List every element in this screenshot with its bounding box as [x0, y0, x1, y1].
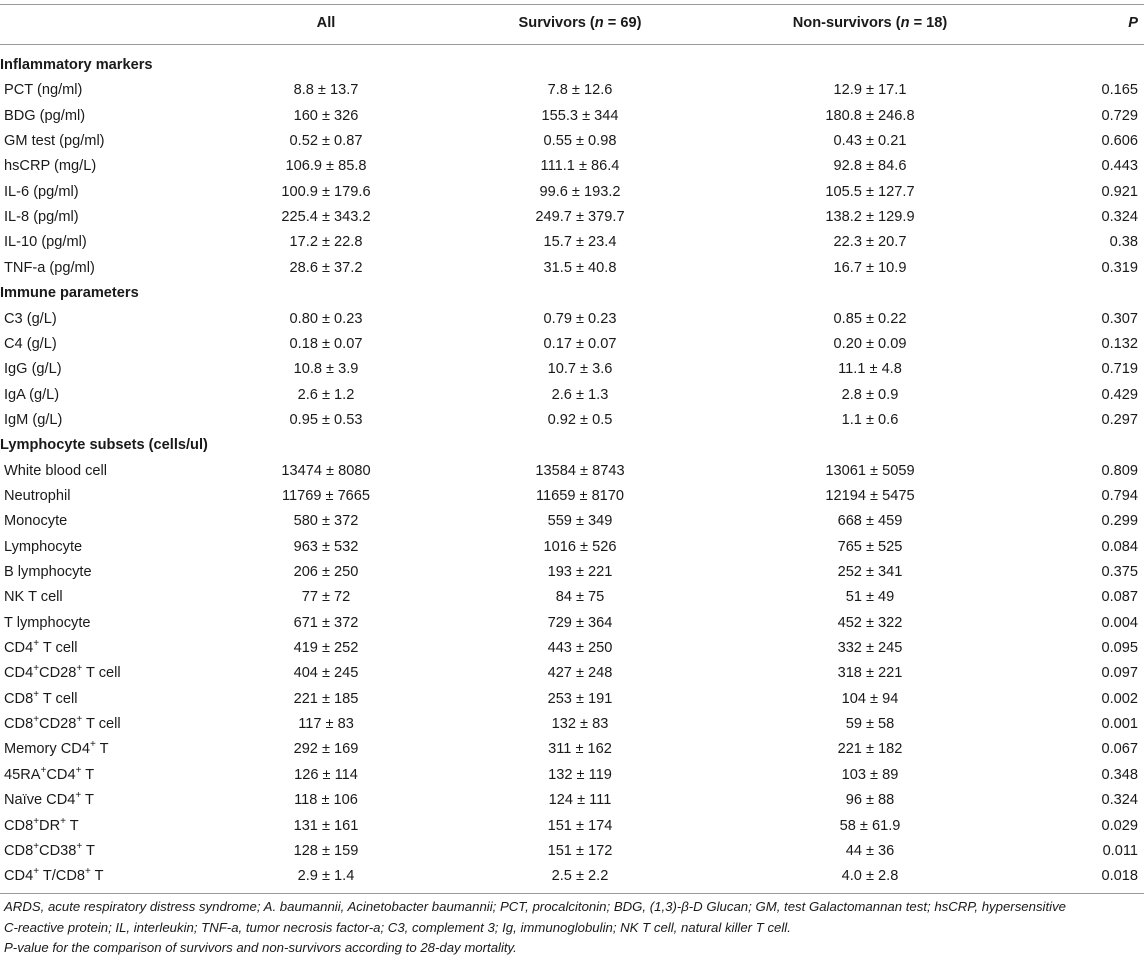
row-label: Neutrophil	[4, 487, 71, 504]
cell-survivors: 99.6 ± 193.2	[539, 183, 621, 200]
cell-nonsurvivors: 44 ± 36	[845, 842, 895, 859]
cell-p-value: 0.794	[1101, 487, 1138, 504]
cell-all: 206 ± 250	[293, 564, 359, 580]
cell-survivors: 729 ± 364	[547, 614, 613, 631]
label-part: CD8	[4, 842, 34, 859]
row-label: IgM (g/L)	[4, 411, 63, 428]
cell-all: 128 ± 159	[293, 842, 359, 859]
superscript-plus: +	[89, 739, 96, 751]
cell-nonsurvivors: 0.43 ± 0.21	[833, 133, 907, 150]
cell-nonsurvivors: 103 ± 89	[841, 766, 899, 783]
cell-survivors: 11659 ± 8170	[535, 487, 625, 504]
cell-nonsurvivors: 22.3 ± 20.7	[833, 234, 907, 251]
label-part: T cell	[82, 716, 121, 733]
superscript-plus: +	[33, 840, 40, 852]
cell-nonsurvivors: 13061 ± 5059	[825, 462, 915, 479]
cell-all: 131 ± 161	[293, 817, 359, 834]
section-heading: Immune parameters	[0, 285, 139, 302]
label-part: T	[82, 842, 95, 859]
cell-p-value: 0.921	[1101, 183, 1138, 200]
cell-p-value: 0.029	[1101, 817, 1138, 834]
label-part: T cell	[82, 665, 121, 682]
row-label: Lymphocyte	[4, 538, 83, 555]
label-part: CD4	[4, 665, 34, 682]
cell-p-value: 0.38	[1109, 234, 1138, 251]
cell-p-value: 0.606	[1101, 133, 1138, 150]
table-row	[0, 763, 1144, 788]
table-row	[0, 129, 1144, 154]
cell-all: 0.52 ± 0.87	[289, 133, 363, 150]
bottom-rule	[0, 893, 1144, 894]
cell-p-value: 0.165	[1101, 82, 1138, 99]
table-row	[0, 661, 1144, 686]
table-row	[0, 712, 1144, 737]
cell-survivors: 253 ± 191	[547, 690, 613, 707]
row-label: Monocyte	[4, 513, 68, 530]
row-label: B lymphocyte	[4, 564, 92, 580]
row-label: hsCRP (mg/L)	[4, 158, 97, 175]
cell-p-value: 0.132	[1101, 335, 1138, 352]
cell-survivors: 84 ± 75	[555, 589, 605, 606]
cell-survivors: 2.6 ± 1.3	[551, 386, 609, 403]
table-row	[0, 814, 1144, 839]
table-row	[0, 560, 1144, 585]
cell-all: 2.9 ± 1.4	[297, 868, 355, 885]
cell-all: 292 ± 169	[293, 741, 359, 758]
cell-p-value: 0.307	[1101, 310, 1138, 327]
superscript-plus: +	[75, 764, 82, 776]
cell-p-value: 0.084	[1101, 538, 1138, 555]
cell-survivors: 124 ± 111	[548, 792, 612, 809]
cell-survivors: 0.17 ± 0.07	[543, 335, 617, 352]
row-label: IgG (g/L)	[4, 361, 62, 378]
cell-all: 221 ± 185	[293, 690, 359, 707]
label-part: CD38	[39, 842, 77, 859]
col-survivors-header: Survivors (n = 69)	[518, 15, 642, 31]
cell-all: 2.6 ± 1.2	[297, 386, 355, 403]
cell-all: 106.9 ± 85.8	[285, 158, 367, 175]
cell-nonsurvivors: 59 ± 58	[845, 716, 895, 733]
superscript-plus: +	[60, 815, 66, 827]
row-label: NK T cell	[4, 589, 63, 606]
cell-survivors: 2.5 ± 2.2	[551, 868, 609, 885]
table-row	[0, 687, 1144, 712]
label-part: DR	[39, 817, 61, 834]
table-row	[0, 611, 1144, 636]
cell-all: 225.4 ± 343.2	[281, 209, 371, 226]
col-all-header: All	[316, 15, 336, 31]
table-row	[0, 307, 1144, 332]
table-row	[0, 737, 1144, 762]
row-label	[4, 839, 95, 864]
superscript-plus: +	[33, 815, 40, 827]
cell-p-value: 0.375	[1101, 564, 1138, 580]
row-label: TNF-a (pg/ml)	[4, 259, 95, 276]
row-label: White blood cell	[4, 462, 108, 479]
cell-survivors: 193 ± 221	[547, 564, 613, 580]
cell-survivors: 7.8 ± 12.6	[547, 82, 613, 99]
section-heading: Inflammatory markers	[0, 57, 153, 73]
superscript-plus: +	[85, 866, 91, 878]
row-label	[4, 763, 94, 788]
cell-nonsurvivors: 11.1 ± 4.8	[838, 361, 902, 378]
label-part: Naïve CD4	[4, 792, 76, 809]
label-part: T cell	[39, 640, 78, 657]
cell-nonsurvivors: 4.0 ± 2.8	[841, 868, 899, 885]
cell-nonsurvivors: 16.7 ± 10.9	[833, 259, 907, 276]
cell-nonsurvivors: 0.20 ± 0.09	[833, 335, 907, 352]
row-label: IgA (g/L)	[4, 386, 60, 403]
cell-nonsurvivors: 2.8 ± 0.9	[841, 386, 899, 403]
label-part: CD8	[4, 690, 34, 707]
label-part: CD4	[4, 640, 34, 657]
cell-all: 0.18 ± 0.07	[289, 335, 363, 352]
cell-nonsurvivors: 221 ± 182	[837, 741, 903, 758]
row-label	[4, 864, 104, 889]
cell-all: 117 ± 83	[298, 716, 354, 733]
superscript-plus: +	[76, 840, 83, 852]
row-label: PCT (ng/ml)	[4, 82, 83, 99]
cell-p-value: 0.018	[1101, 868, 1138, 885]
table-row	[0, 180, 1144, 205]
cell-p-value: 0.087	[1101, 589, 1138, 606]
cell-nonsurvivors: 668 ± 459	[837, 513, 903, 530]
superscript-plus: +	[76, 714, 83, 726]
cell-survivors: 15.7 ± 23.4	[543, 234, 617, 251]
label-part: CD28	[39, 665, 77, 682]
col-p-header: P	[1128, 15, 1138, 31]
cell-survivors: 559 ± 349	[547, 513, 613, 530]
footnote-abbreviations	[4, 897, 1140, 959]
cell-p-value: 0.067	[1101, 741, 1138, 758]
row-label: BDG (pg/ml)	[4, 107, 86, 124]
cell-nonsurvivors: 252 ± 341	[837, 564, 903, 580]
cell-survivors: 0.92 ± 0.5	[547, 411, 613, 428]
label-part: CD8	[4, 716, 34, 733]
cell-all: 963 ± 532	[293, 538, 359, 555]
row-label: GM test (pg/ml)	[4, 133, 105, 150]
row-label: IL-10 (pg/ml)	[4, 234, 87, 251]
cell-nonsurvivors: 92.8 ± 84.6	[833, 158, 907, 175]
cell-survivors: 13584 ± 8743	[535, 462, 625, 479]
cell-survivors: 0.55 ± 0.98	[543, 133, 617, 150]
row-label	[4, 712, 121, 737]
label-part: T/CD8	[39, 868, 86, 885]
table-row	[0, 256, 1144, 281]
cell-nonsurvivors: 180.8 ± 246.8	[825, 107, 915, 124]
row-label	[4, 788, 94, 813]
superscript-plus: +	[33, 866, 40, 878]
label-part: T	[81, 766, 95, 783]
cell-all: 28.6 ± 37.2	[289, 259, 363, 276]
cell-survivors: 151 ± 172	[547, 842, 613, 859]
cell-p-value: 0.729	[1101, 107, 1138, 124]
row-label	[4, 687, 77, 712]
table-row	[0, 78, 1144, 103]
cell-all: 580 ± 372	[293, 513, 359, 530]
cell-all: 17.2 ± 22.8	[289, 234, 363, 251]
cell-all: 160 ± 326	[293, 107, 359, 124]
cell-p-value: 0.004	[1101, 614, 1138, 631]
cell-nonsurvivors: 105.5 ± 127.7	[825, 183, 915, 200]
table-row	[0, 788, 1144, 813]
cell-all: 11769 ± 7665	[281, 487, 371, 504]
cell-all: 118 ± 106	[294, 792, 358, 809]
cell-p-value: 0.324	[1101, 209, 1138, 226]
cell-nonsurvivors: 452 ± 322	[837, 614, 903, 631]
cell-all: 419 ± 252	[293, 640, 359, 657]
row-label	[4, 636, 77, 661]
cell-p-value: 0.002	[1101, 690, 1138, 707]
row-label: T lymphocyte	[4, 614, 91, 631]
cell-p-value: 0.095	[1101, 640, 1138, 657]
cell-all: 100.9 ± 179.6	[281, 183, 371, 200]
cell-survivors: 132 ± 119	[548, 766, 612, 783]
cell-nonsurvivors: 318 ± 221	[837, 665, 903, 682]
cell-all: 77 ± 72	[301, 589, 351, 606]
cell-survivors: 0.79 ± 0.23	[543, 310, 617, 327]
table-row	[0, 509, 1144, 534]
cell-nonsurvivors: 138.2 ± 129.9	[825, 209, 915, 226]
section-heading: Lymphocyte subsets (cells/ul)	[0, 437, 208, 454]
table-header	[0, 11, 1144, 36]
cell-nonsurvivors: 1.1 ± 0.6	[841, 411, 899, 428]
cell-survivors: 151 ± 174	[547, 817, 613, 834]
cell-survivors: 1016 ± 526	[543, 538, 617, 555]
cell-all: 671 ± 372	[293, 614, 359, 631]
superscript-plus: +	[33, 638, 40, 650]
table-row	[0, 408, 1144, 433]
cell-p-value: 0.809	[1101, 462, 1138, 479]
row-label: C3 (g/L)	[4, 310, 57, 327]
label-part: CD4	[4, 868, 34, 885]
row-label	[4, 661, 121, 686]
table-row	[0, 205, 1144, 230]
cell-p-value: 0.348	[1101, 766, 1138, 783]
header-rule	[0, 44, 1144, 45]
cell-survivors: 427 ± 248	[547, 665, 613, 682]
cell-nonsurvivors: 332 ± 245	[837, 640, 903, 657]
superscript-plus: +	[75, 790, 82, 802]
cell-all: 404 ± 245	[293, 665, 359, 682]
label-part: CD8	[4, 817, 34, 834]
cell-survivors: 132 ± 83	[551, 716, 609, 733]
cell-p-value: 0.719	[1101, 361, 1138, 378]
cell-p-value: 0.299	[1101, 513, 1138, 530]
row-label	[4, 737, 109, 762]
cell-all: 0.95 ± 0.53	[289, 411, 363, 428]
cell-p-value: 0.011	[1102, 842, 1138, 859]
label-part: 45RA	[4, 766, 41, 783]
label-part: T	[90, 868, 104, 885]
table-row	[0, 535, 1144, 560]
cell-p-value: 0.429	[1101, 386, 1138, 403]
label-part: T	[81, 792, 94, 809]
cell-nonsurvivors: 58 ± 61.9	[839, 817, 901, 834]
footnote-line: ARDS, acute respiratory distress syndrome; A. baumannii, Acinetobacter baumannii; PCT, procalcitonin; BDG, (1,3)-β-D Glucan; GM, test Galactomannan test; hsCRP, hypersensitive	[4, 899, 1067, 914]
table-row	[0, 484, 1144, 509]
table-row	[0, 636, 1144, 661]
table-row	[0, 585, 1144, 610]
table-row	[0, 332, 1144, 357]
cell-nonsurvivors: 51 ± 49	[845, 589, 895, 606]
cell-all: 8.8 ± 13.7	[293, 82, 359, 99]
cell-all: 10.8 ± 3.9	[293, 361, 359, 378]
cell-p-value: 0.443	[1101, 158, 1138, 175]
cell-nonsurvivors: 12.9 ± 17.1	[833, 82, 907, 99]
superscript-plus: +	[33, 688, 40, 700]
table-row	[0, 839, 1144, 864]
table-row	[0, 154, 1144, 179]
label-part: T cell	[39, 690, 78, 707]
cell-all: 0.80 ± 0.23	[289, 310, 363, 327]
row-label: C4 (g/L)	[4, 335, 57, 352]
table-row	[0, 383, 1144, 408]
cell-survivors: 155.3 ± 344	[541, 107, 619, 124]
cell-survivors: 111.1 ± 86.4	[540, 158, 620, 175]
superscript-plus: +	[40, 764, 47, 776]
table-row	[0, 459, 1144, 484]
label-part: CD28	[39, 716, 77, 733]
cell-survivors: 10.7 ± 3.6	[547, 361, 613, 378]
cell-survivors: 31.5 ± 40.8	[543, 259, 617, 276]
footnote-pvalue: P-value for the comparison of survivors and non-survivors according to 28-day mortality.	[4, 940, 517, 955]
label-part: T	[95, 741, 109, 758]
table-row	[0, 104, 1144, 129]
row-label: IL-8 (pg/ml)	[4, 209, 79, 226]
top-rule	[0, 4, 1144, 5]
cell-nonsurvivors: 104 ± 94	[841, 690, 899, 707]
footnote-line: C-reactive protein; IL, interleukin; TNF-a, tumor necrosis factor-a; C3, complement 3; Ig, immunoglobulin; NK T cell, natural killer T cell.	[4, 919, 791, 935]
row-label	[4, 814, 79, 839]
label-part: CD4	[46, 766, 76, 783]
cell-p-value: 0.297	[1101, 411, 1138, 428]
cell-all: 126 ± 114	[294, 766, 358, 783]
cell-survivors: 311 ± 162	[548, 741, 612, 758]
cell-p-value: 0.319	[1101, 259, 1138, 276]
superscript-plus: +	[33, 714, 40, 726]
cell-p-value: 0.001	[1101, 716, 1138, 733]
cell-nonsurvivors: 12194 ± 5475	[825, 487, 915, 504]
table-row	[0, 230, 1144, 255]
col-nonsurvivors-header: Non-survivors (n = 18)	[792, 15, 948, 31]
cell-p-value: 0.324	[1101, 792, 1138, 809]
cell-nonsurvivors: 0.85 ± 0.22	[833, 310, 907, 327]
superscript-plus: +	[76, 663, 83, 675]
row-label: IL-6 (pg/ml)	[4, 183, 79, 200]
table-row	[0, 864, 1144, 889]
cell-p-value: 0.097	[1101, 665, 1138, 682]
label-part: T	[65, 817, 79, 834]
cell-survivors: 443 ± 250	[547, 640, 613, 657]
cell-nonsurvivors: 765 ± 525	[837, 538, 903, 555]
cell-nonsurvivors: 96 ± 88	[845, 792, 895, 809]
label-part: Memory CD4	[4, 741, 90, 758]
table-row	[0, 357, 1144, 382]
superscript-plus: +	[33, 663, 40, 675]
cell-survivors: 249.7 ± 379.7	[535, 209, 625, 226]
cell-all: 13474 ± 8080	[281, 462, 371, 479]
